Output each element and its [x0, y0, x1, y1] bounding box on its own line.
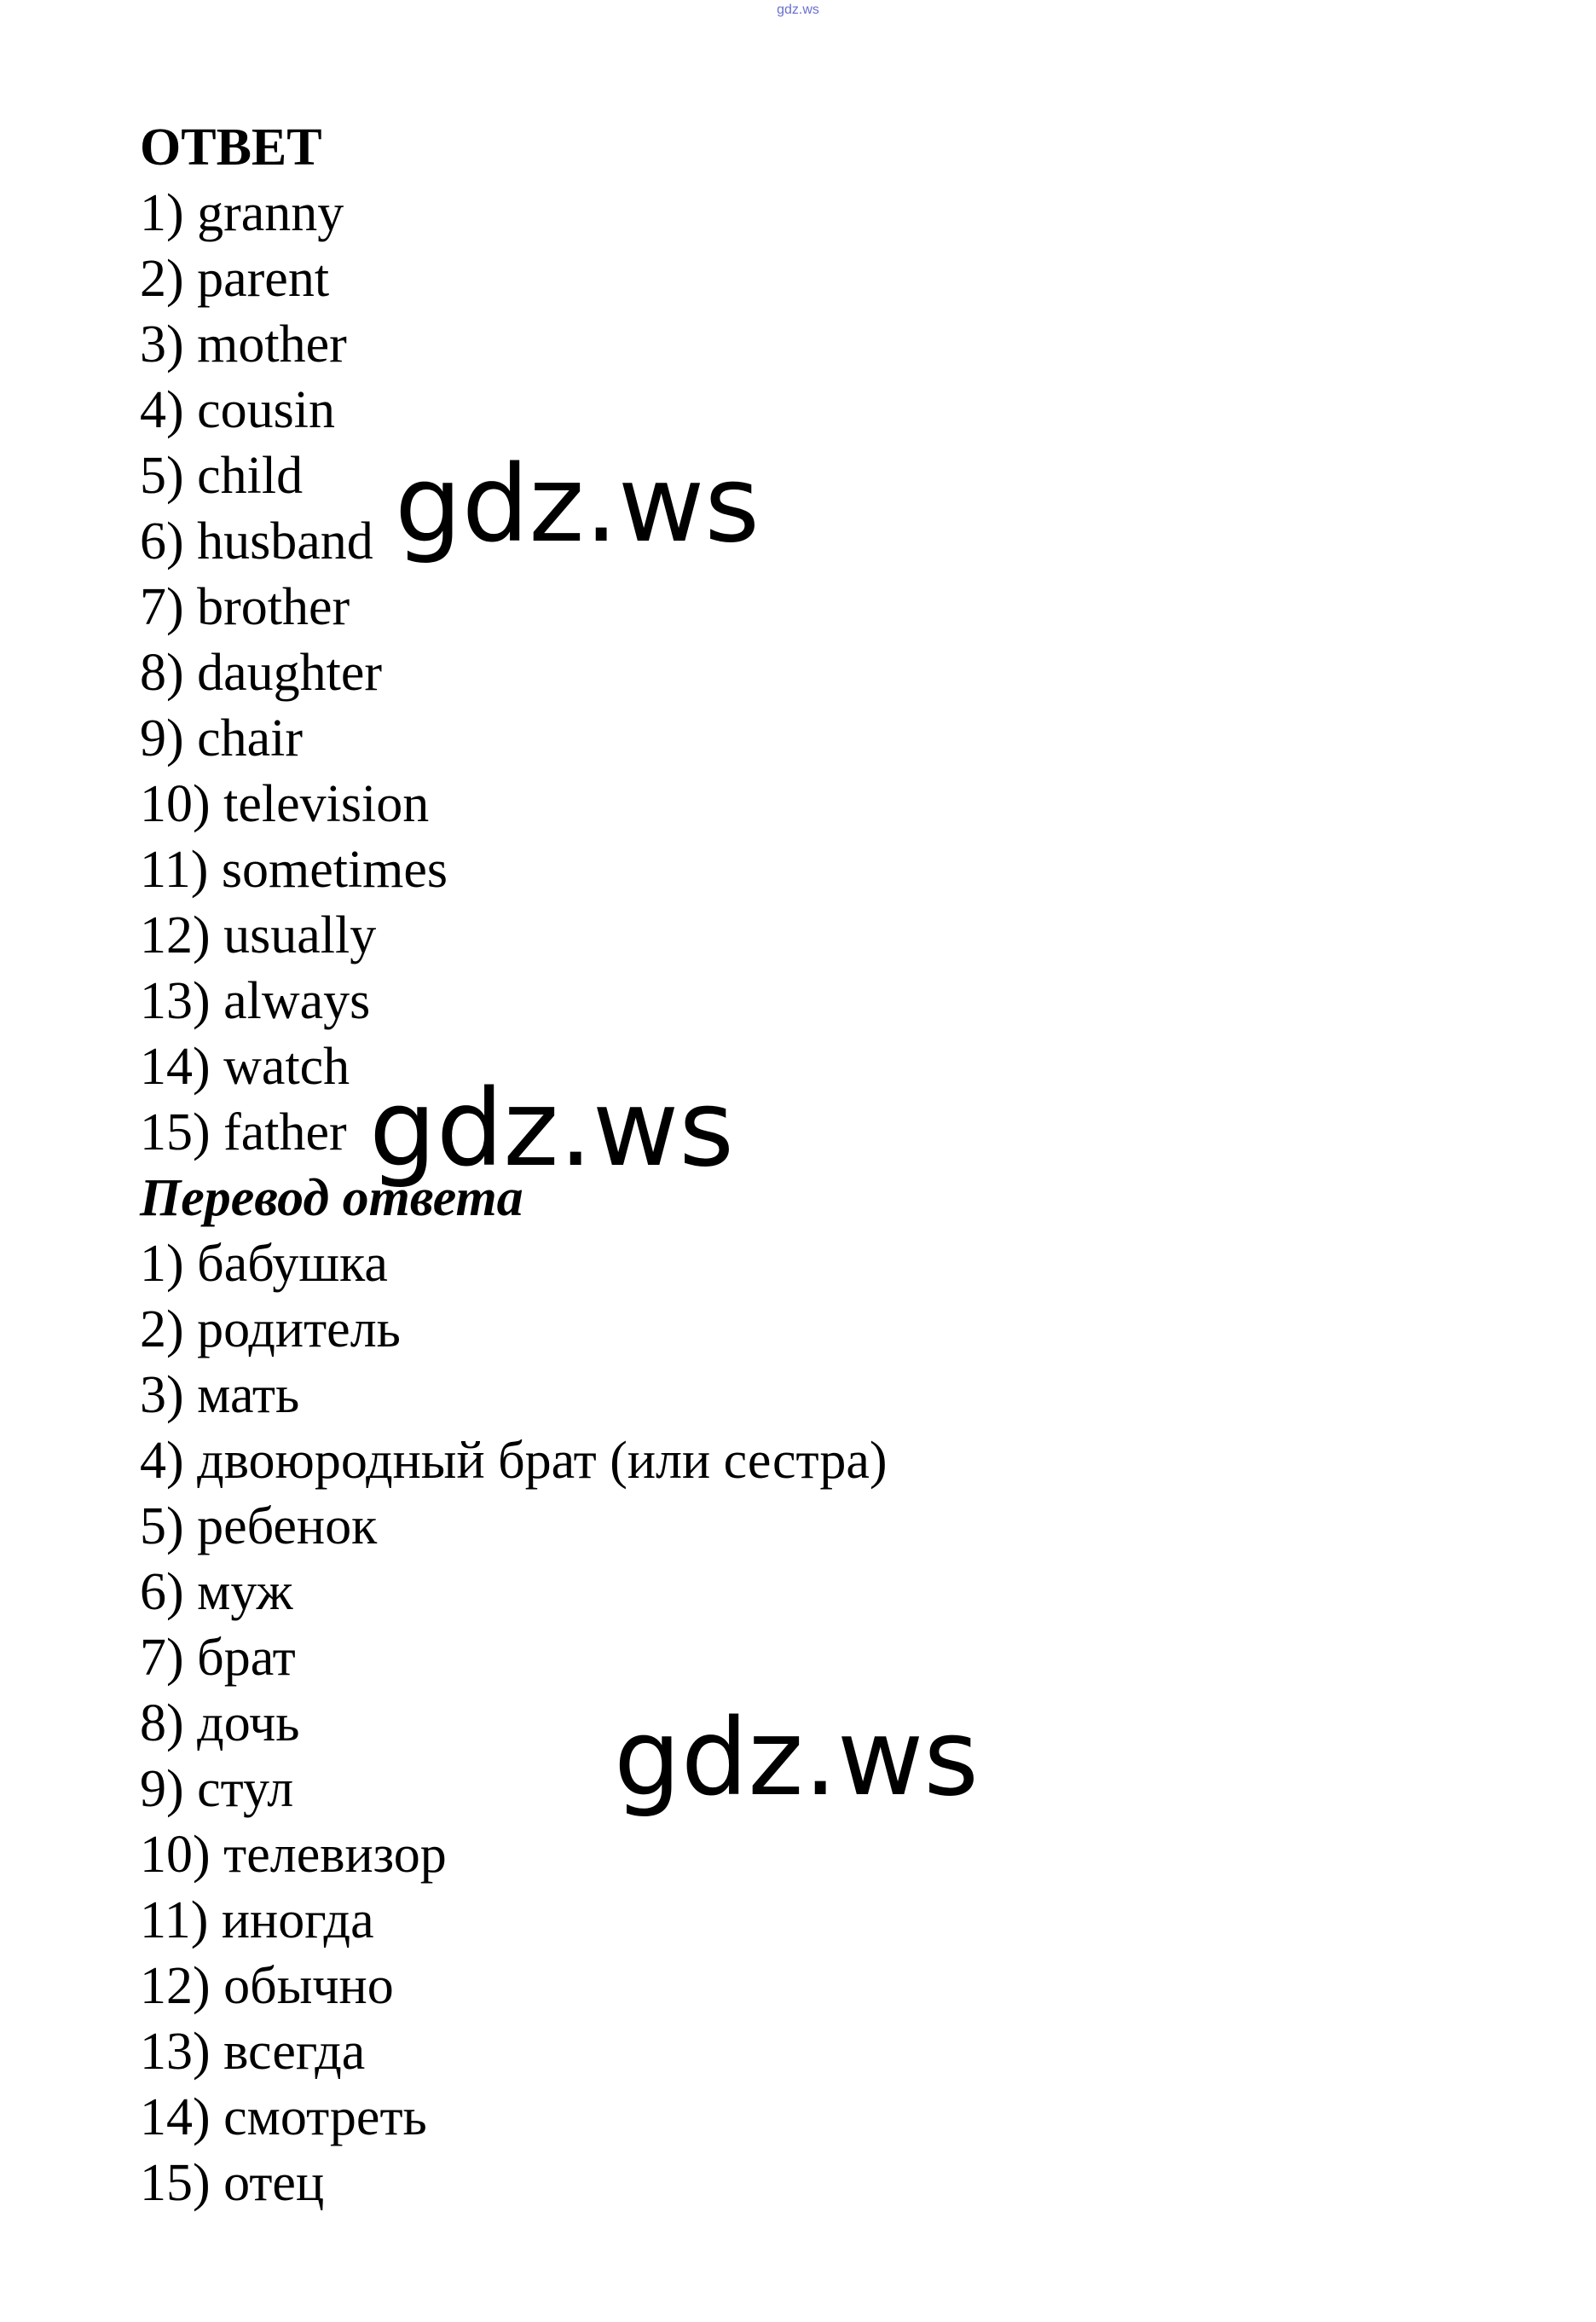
- watermark: gdz.ws: [369, 1068, 734, 1190]
- translation-item: 11) иногда: [140, 1891, 374, 1949]
- translation-item: 14) смотреть: [140, 2088, 427, 2146]
- answer-item: 11) sometimes: [140, 841, 448, 899]
- answer-item: 15) father: [140, 1103, 347, 1161]
- translation-item: 4) двоюродный брат (или сестра): [140, 1432, 888, 1490]
- translation-item: 13) всегда: [140, 2023, 366, 2081]
- translation-item: 10) телевизор: [140, 1826, 447, 1884]
- answer-item: 13) always: [140, 972, 371, 1030]
- answer-heading: ОТВЕТ: [140, 119, 322, 177]
- translation-item: 7) брат: [140, 1629, 296, 1687]
- answer-item: 2) parent: [140, 250, 330, 308]
- answer-item: 6) husband: [140, 512, 373, 570]
- translation-item: 2) родитель: [140, 1300, 401, 1358]
- answer-item: 12) usually: [140, 906, 377, 964]
- translation-item: 9) стул: [140, 1760, 294, 1818]
- translation-heading: Перевод ответа: [140, 1169, 523, 1227]
- translation-item: 15) отец: [140, 2154, 325, 2212]
- answer-item: 4) cousin: [140, 381, 336, 439]
- top-watermark: gdz.ws: [777, 3, 819, 17]
- translation-item: 6) муж: [140, 1563, 293, 1621]
- translation-item: 12) обычно: [140, 1957, 394, 2015]
- answer-item: 14) watch: [140, 1038, 350, 1096]
- translation-item: 1) бабушка: [140, 1235, 388, 1293]
- answer-item: 7) brother: [140, 578, 350, 636]
- answer-item: 3) mother: [140, 316, 347, 373]
- answer-item: 5) child: [140, 447, 304, 505]
- answer-item: 1) granny: [140, 184, 344, 242]
- watermark: gdz.ws: [614, 1697, 979, 1820]
- watermark: gdz.ws: [395, 443, 760, 566]
- translation-item: 3) мать: [140, 1366, 300, 1424]
- translation-item: 8) дочь: [140, 1694, 300, 1752]
- translation-item: 5) ребенок: [140, 1497, 378, 1555]
- answer-item: 10) television: [140, 775, 430, 833]
- answer-item: 9) chair: [140, 709, 304, 767]
- answer-item: 8) daughter: [140, 644, 383, 702]
- answer-list: [140, 181, 888, 1166]
